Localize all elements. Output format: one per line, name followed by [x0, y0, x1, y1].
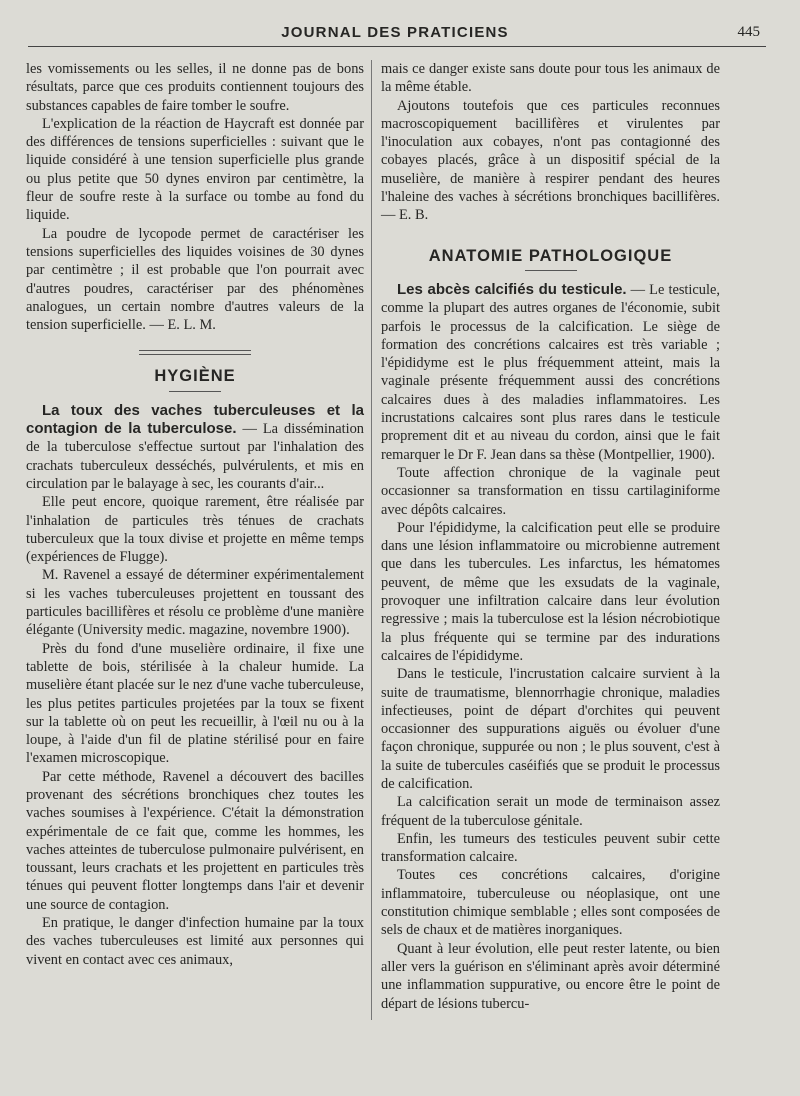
paragraph: Enfin, les tumeurs des testicules peuvent subir cette transformation calcaire.: [381, 830, 720, 866]
section-heading-hygiene: HYGIÈNE: [154, 367, 236, 386]
right-column: [381, 60, 720, 1013]
article-lead-text: — Le testicule, comme la plupart des autres organes de l'économie, subit parfois le processus de la calcification. Le siège de formation des concrétions calcaires est très variable ; l'épididyme est le plus fréquemment atteint, mais la vaginale présente fréquemment aussi des concrétions calcaires dues à des maladies inflammatoires. Les incrustations calcaires sont plus rares dans le testicule proprement dit et au niveau du cordon, ainsi que le fait remarquer le Dr F. Jean dans sa thèse (Montpellier, 1900).: [381, 281, 720, 463]
section-separator: [139, 350, 251, 355]
article-lead-paragraph: [26, 402, 364, 493]
paragraph: Près du fond d'une muselière ordinaire, il fixe une tablette de bois, stérilisée à la chaleur humide. La muselière étant placée sur le nez d'une vache tuberculeuse, les plus petites particules projetées par la toux se fixent sur la tablette où on peut les recueillir, à l'œil nu ou à la loupe, à l'aide d'un fil de platine stérilisé pour en faire l'examen microscopique.: [26, 640, 364, 767]
article-title: La toux des vaches tuberculeuses et la contagion de la tuberculose.: [26, 401, 364, 438]
page-number: 445: [737, 24, 760, 40]
article-title: Les abcès calcifiés du testicule.: [397, 280, 627, 298]
paragraph: Elle peut encore, quoique rarement, être réalisée par l'inhalation de particules très ténues de crachats tuberculeux que la toux divise et projette en même temps (expériences de Flugge).: [26, 494, 364, 566]
paragraph: les vomissements ou les selles, il ne donne pas de bons résultats, parce que ces produits contiennent toujours des substances capables de faire tomber le soufre.: [26, 61, 364, 114]
paragraph: Pour l'épididyme, la calcification peut elle se produire dans une lésion inflammatoire ou microbienne autrement que dans les tubercules. Les infarctus, les hématomes peuvent, de même que les exsudats de la vaginale, provoquer une infiltration calcaire dans leur évolution regressive ; mais la tuberculose est la lésion nécrobiotique la plus fréquente qui se termine par des indurations calcaires de l'épididyme.: [381, 519, 720, 664]
paragraph: mais ce danger existe sans doute pour tous les animaux de la même étable.: [381, 61, 720, 96]
article-lead-paragraph: [381, 281, 720, 464]
article-lead-text: — La dissémination de la tuberculose s'effectue surtout par l'inhalation des crachats tuberculeux desséchés, pulvérulents, et mis en circulation par le balayage à sec, les courants d'air...: [26, 421, 364, 492]
journal-title: JOURNAL DES PRATICIENS: [281, 24, 509, 41]
paragraph: En pratique, le danger d'infection humaine par la toux des vaches tuberculeuses est limité aux personnes qui vivent en contact avec ces animaux,: [26, 915, 364, 968]
paragraph: L'explication de la réaction de Haycraft est donnée par des différences de tensions superficielles : suivant que le liquide considéré à une tension superficielle plus grande ou plus petite que 50 dynes environ par centimètre, la fleur de soufre reste à la surface ou tombe au fond du liquide.: [26, 115, 364, 224]
page-header: [30, 22, 760, 44]
section-heading-anatomie: ANATOMIE PATHOLOGIQUE: [428, 246, 673, 265]
paragraph: Toute affection chronique de la vaginale peut occasionner sa transformation en tissu cartilaginiforme avec dépôts calcaires.: [381, 464, 720, 518]
paragraph: La calcification serait un mode de terminaison assez fréquent de la tuberculose génitale.: [381, 794, 720, 829]
left-column: [26, 60, 364, 969]
section-underline: [169, 391, 221, 392]
paragraph: M. Ravenel a essayé de déterminer expérimentalement si les vaches tuberculeuses projettent en toussant des particules bacillifères et résolu ce problème d'une manière élégante (University medic. magazine, novembre 1900).: [26, 567, 364, 639]
paragraph: Dans le testicule, l'incrustation calcaire survient à la suite de traumatisme, blennorrhagie chronique, maladies infectieuses, point de départ d'orchites qui peuvent occasionner des suppurations aiguës ou évoluer d'une façon chronique, suppurée ou non ; le plus souvent, c'est à la suite de tubercules caséifiés que se produit le processus de calcification.: [381, 666, 720, 792]
paragraph: Ajoutons toutefois que ces particules reconnues macroscopiquement bacillifères et virulentes par l'inoculation aux cobayes, n'ont pas contagionné des cobayes placés, grâce à un dispositif spécial de la muselière, de manière à respirer pendant des heures l'haleine des vaches à sécrétions bronchiques bacillifères. — E. B.: [381, 97, 720, 224]
column-divider: [371, 60, 372, 1020]
paragraph: Quant à leur évolution, elle peut rester latente, ou bien aller vers la guérison en s'éliminant après avoir déterminé une inflammation suppurative, ou encore être le point de départ de lésions tubercu-: [381, 940, 720, 1012]
paragraph: La poudre de lycopode permet de caractériser les tensions superficielles des liquides voisines de 30 dynes par centimètre ; il est probable que l'on pourrait avec d'autres poudres, caractériser par des phénomènes analogues, un certain nombre d'autres valeurs de la tension superficielle. — E. L. M.: [26, 225, 364, 334]
header-rule: [28, 46, 766, 47]
paragraph: Par cette méthode, Ravenel a découvert des bacilles provenant des sécrétions bronchiques chez toutes les vaches soumises à l'expérience. C'était la démonstration expérimentale de ce fait que, comme les hommes, les vaches atteintes de tuberculose pulmonaire pulvérisent, en toussant, leurs crachats et les projettent en particules très ténues qui peuvent flotter longtemps dans l'air et devenir une source de contagion.: [26, 768, 364, 913]
paragraph: Toutes ces concrétions calcaires, d'origine inflammatoire, tuberculeuse ou néoplasique, ont une constitution chimique semblable ; elles sont composées de sels de chaux et de matières inorganiques.: [381, 867, 720, 939]
spacer: [381, 225, 720, 247]
section-underline: [525, 270, 577, 271]
